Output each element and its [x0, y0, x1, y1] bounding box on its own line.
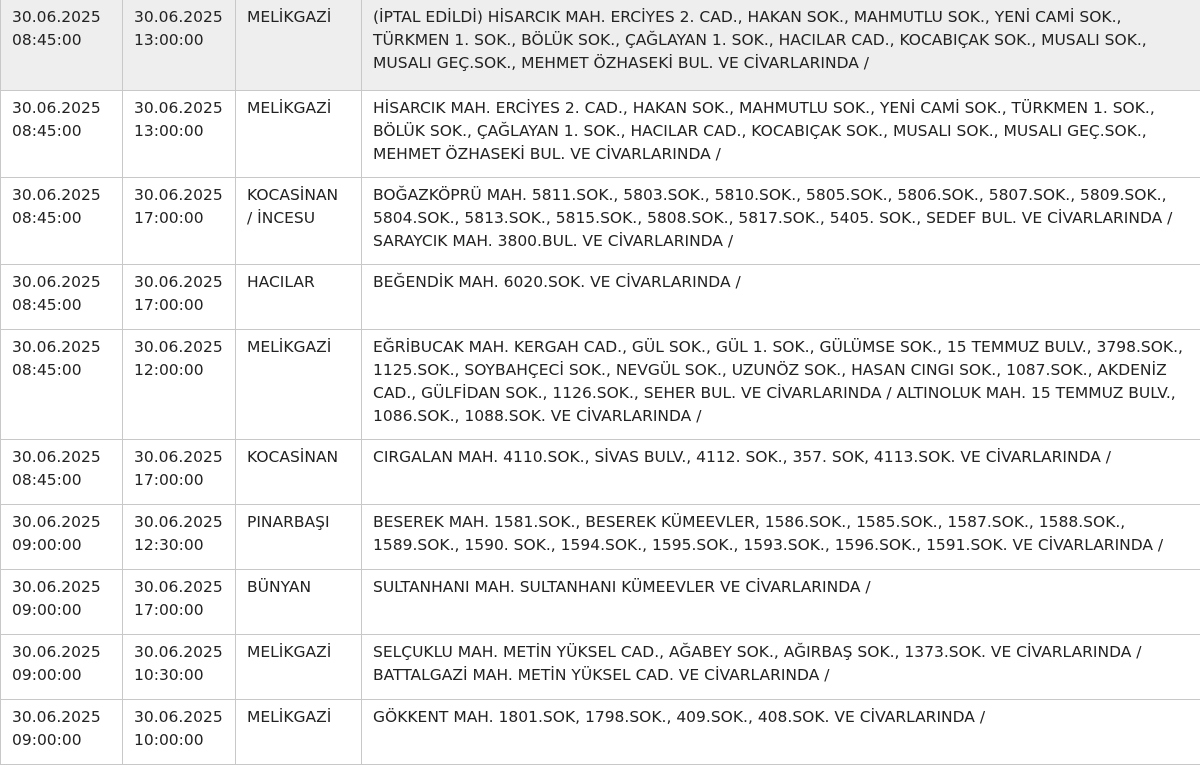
start-date: 30.06.2025 [12, 707, 101, 726]
end-date: 30.06.2025 [134, 447, 223, 466]
start-cell [1, 439, 123, 504]
streets-cell: CIRGALAN MAH. 4110.SOK., SİVAS BULV., 4112. SOK., 357. SOK, 4113.SOK. VE CİVARLARINDA / [362, 439, 1200, 504]
end-cell [123, 0, 236, 90]
end-cell [123, 569, 236, 634]
end-cell [123, 329, 236, 439]
start-date: 30.06.2025 [12, 337, 101, 356]
end-time: 10:30:00 [134, 665, 204, 684]
start-time: 08:45:00 [12, 121, 82, 140]
start-date: 30.06.2025 [12, 272, 101, 291]
end-cell [123, 439, 236, 504]
end-cell [123, 699, 236, 764]
start-cell [1, 177, 123, 264]
district-name: BÜNYAN [247, 577, 312, 596]
table-row [1, 634, 1200, 699]
start-date: 30.06.2025 [12, 98, 101, 117]
start-date: 30.06.2025 [12, 8, 101, 26]
start-time: 09:00:00 [12, 600, 82, 619]
district-name: MELİKGAZİ [247, 707, 332, 726]
streets-cell: BESEREK MAH. 1581.SOK., BESEREK KÜMEEVLER, 1586.SOK., 1585.SOK., 1587.SOK., 1588.SOK., 1589.SOK., 1590. SOK., 1594.SOK., 1595.SOK., 1593.SOK., 1596.SOK., 1591.SOK. VE CİVARLARINDA / [362, 504, 1200, 569]
end-time: 17:00:00 [134, 600, 204, 619]
table-row [1, 264, 1200, 329]
streets-cell: EĞRİBUCAK MAH. KERGAH CAD., GÜL SOK., GÜL 1. SOK., GÜLÜMSE SOK., 15 TEMMUZ BULV., 3798.SOK., 1125.SOK., SOYBAHÇECİ SOK., NEVGÜL SOK., UZUNÖZ SOK., HASAN CINGI SOK., 1087.SOK., AKDENİZ CAD., GÜLFİDAN SOK., 1126.SOK., SEHER BUL. VE CİVARLARINDA / ALTINOLUK MAH. 15 TEMMUZ BULV., 1086.SOK., 1088.SOK. VE CİVARLARINDA / [362, 329, 1200, 439]
start-time: 09:00:00 [12, 665, 82, 684]
end-cell [123, 90, 236, 177]
district-cell [236, 264, 362, 329]
streets-cell: BEĞENDİK MAH. 6020.SOK. VE CİVARLARINDA / [362, 264, 1200, 329]
district-name: KOCASİNAN [247, 185, 339, 204]
table-row [1, 699, 1200, 764]
streets-cell: HİSARCIK MAH. ERCİYES 2. CAD., HAKAN SOK., MAHMUTLU SOK., YENİ CAMİ SOK., TÜRKMEN 1. SOK., BÖLÜK SOK., ÇAĞLAYAN 1. SOK., HACILAR CAD., KOCABIÇAK SOK., MUSALI SOK., MUSALI GEÇ.SOK., MEHMET ÖZHASEKİ BUL. VE CİVARLARINDA / [362, 90, 1200, 177]
start-time: 08:45:00 [12, 470, 82, 489]
streets-cell: GÖKKENT MAH. 1801.SOK, 1798.SOK., 409.SOK., 408.SOK. VE CİVARLARINDA / [362, 699, 1200, 764]
district-cell [236, 0, 362, 90]
end-date: 30.06.2025 [134, 337, 223, 356]
streets-cell: SELÇUKLU MAH. METİN YÜKSEL CAD., AĞABEY SOK., AĞIRBAŞ SOK., 1373.SOK. VE CİVARLARINDA / BATTALGAZİ MAH. METİN YÜKSEL CAD. VE CİVARLARINDA / [362, 634, 1200, 699]
end-cell [123, 634, 236, 699]
district-cell [236, 504, 362, 569]
streets-cell: SULTANHANI MAH. SULTANHANI KÜMEEVLER VE CİVARLARINDA / [362, 569, 1200, 634]
start-date: 30.06.2025 [12, 577, 101, 596]
district-cell [236, 634, 362, 699]
district-name: HACILAR [247, 272, 315, 291]
start-cell [1, 0, 123, 90]
district-cell [236, 90, 362, 177]
start-time: 08:45:00 [12, 31, 82, 49]
district-name: MELİKGAZİ [247, 337, 332, 356]
district-name: MELİKGAZİ [247, 8, 332, 26]
streets-cell: (İPTAL EDİLDİ) HİSARCIK MAH. ERCİYES 2. CAD., HAKAN SOK., MAHMUTLU SOK., YENİ CAMİ SOK., TÜRKMEN 1. SOK., BÖLÜK SOK., ÇAĞLAYAN 1. SOK., HACILAR CAD., KOCABIÇAK SOK., MUSALI SOK., MUSALI GEÇ.SOK., MEHMET ÖZHASEKİ BUL. VE CİVARLARINDA / [362, 0, 1200, 90]
end-cell [123, 504, 236, 569]
end-time: 10:00:00 [134, 730, 204, 749]
streets-cell: BOĞAZKÖPRÜ MAH. 5811.SOK., 5803.SOK., 5810.SOK., 5805.SOK., 5806.SOK., 5807.SOK., 5809.SOK., 5804.SOK., 5813.SOK., 5815.SOK., 5808.SOK., 5817.SOK., 5405. SOK., SEDEF BUL. VE CİVARLARINDA / SARAYCIK MAH. 3800.BUL. VE CİVARLARINDA / [362, 177, 1200, 264]
start-cell [1, 699, 123, 764]
start-time: 08:45:00 [12, 208, 82, 227]
table-row [1, 0, 1200, 90]
end-time: 17:00:00 [134, 470, 204, 489]
start-date: 30.06.2025 [12, 185, 101, 204]
start-date: 30.06.2025 [12, 642, 101, 661]
end-time: 12:30:00 [134, 535, 204, 554]
start-cell [1, 569, 123, 634]
end-time: 13:00:00 [134, 121, 204, 140]
district-name: KOCASİNAN [247, 447, 339, 466]
end-date: 30.06.2025 [134, 707, 223, 726]
start-date: 30.06.2025 [12, 512, 101, 531]
end-date: 30.06.2025 [134, 98, 223, 117]
district-name: MELİKGAZİ [247, 642, 332, 661]
table-row [1, 329, 1200, 439]
start-time: 08:45:00 [12, 295, 82, 314]
district-cell [236, 699, 362, 764]
end-date: 30.06.2025 [134, 512, 223, 531]
start-time: 09:00:00 [12, 730, 82, 749]
end-date: 30.06.2025 [134, 272, 223, 291]
end-date: 30.06.2025 [134, 577, 223, 596]
table-row [1, 177, 1200, 264]
start-cell [1, 90, 123, 177]
district-cell [236, 329, 362, 439]
start-cell [1, 504, 123, 569]
end-time: 12:00:00 [134, 360, 204, 379]
table-row [1, 504, 1200, 569]
district-name-secondary: / İNCESU [247, 208, 316, 227]
district-cell [236, 177, 362, 264]
outage-table-body [1, 0, 1200, 764]
start-cell [1, 264, 123, 329]
start-time: 09:00:00 [12, 535, 82, 554]
end-cell [123, 177, 236, 264]
start-cell [1, 634, 123, 699]
start-date: 30.06.2025 [12, 447, 101, 466]
end-date: 30.06.2025 [134, 185, 223, 204]
district-cell [236, 569, 362, 634]
table-row [1, 439, 1200, 504]
end-cell [123, 264, 236, 329]
end-date: 30.06.2025 [134, 8, 223, 26]
end-time: 13:00:00 [134, 31, 204, 49]
table-row [1, 90, 1200, 177]
district-cell [236, 439, 362, 504]
start-time: 08:45:00 [12, 360, 82, 379]
end-date: 30.06.2025 [134, 642, 223, 661]
end-time: 17:00:00 [134, 208, 204, 227]
district-name: PINARBAŞI [247, 512, 330, 531]
end-time: 17:00:00 [134, 295, 204, 314]
start-cell [1, 329, 123, 439]
district-name: MELİKGAZİ [247, 98, 332, 117]
table-row [1, 569, 1200, 634]
